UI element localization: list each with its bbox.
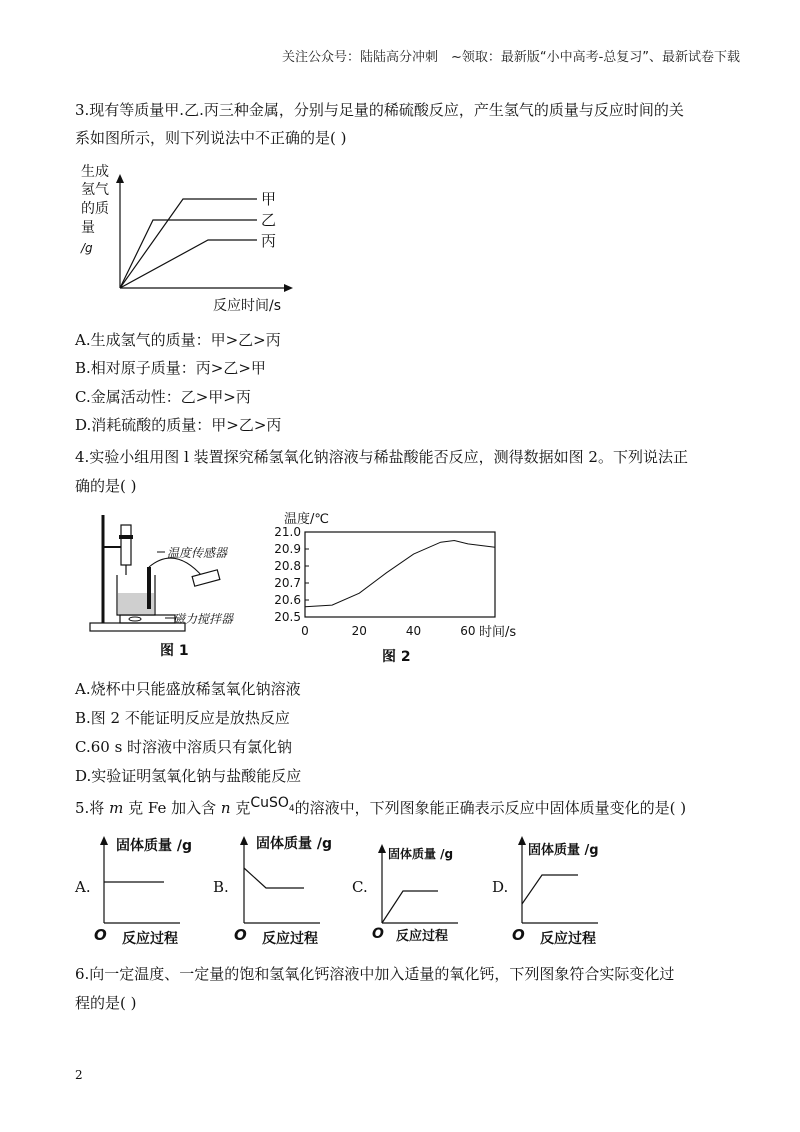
fig2-xtick-label: 40 [405, 624, 422, 638]
stirrer-label: 磁力搅拌器 [173, 612, 234, 626]
q3-ylabel-5: /g [81, 241, 93, 255]
q3-option-b: B.相对原子质量：丙>乙>甲 [75, 359, 266, 377]
fig2-ytick-label: 20.9 [274, 542, 301, 556]
q5-option-d-label: D. [492, 878, 509, 896]
origin-label: O [372, 926, 384, 942]
ylabel: 固体质量 /g [116, 838, 193, 854]
q3-y-arrow [116, 174, 124, 183]
q5-var-m: m [109, 799, 124, 817]
q5-var-n: n [220, 799, 231, 817]
stirrer-plate [120, 615, 175, 623]
q5-stem [75, 795, 687, 825]
curve-d [522, 875, 578, 904]
y-arrow [100, 836, 108, 845]
curve-c [382, 891, 438, 923]
q3-option-c: C.金属活动性：乙>甲>丙 [75, 388, 251, 406]
q5-graph-a [92, 828, 212, 950]
q3-ylabel-4: 量 [81, 220, 95, 236]
fig2-ytick-label: 20.8 [274, 559, 301, 573]
ylabel: 固体质量 /g [256, 836, 333, 852]
q3-series-jia: 甲 [261, 190, 277, 208]
q4-temperature-chart [270, 505, 540, 670]
fig2-xtick-label: 60 [460, 624, 476, 638]
q3-line-jia [120, 199, 257, 288]
q3-option-a: A.生成氢气的质量：甲>乙>丙 [75, 331, 281, 349]
stand-base [90, 623, 185, 631]
xlabel: 反应过程 [262, 931, 318, 947]
fig2-ytick-label: 21.0 [274, 525, 301, 539]
q5-stem-c: 克 [230, 799, 251, 817]
q4-option-b: B.图 2 不能证明反应是放热反应 [75, 709, 290, 727]
q4-option-a: A.烧杯中只能盛放稀氢氧化钠溶液 [75, 680, 301, 698]
y-arrow [240, 836, 248, 845]
q4-option-c: C.60 s 时溶液中溶质只有氯化钠 [75, 738, 293, 756]
q5-option-c-label: C. [352, 878, 368, 896]
fig2-ytick-label: 20.5 [274, 610, 301, 624]
q3-series-yi: 乙 [261, 211, 277, 229]
y-arrow [518, 836, 526, 845]
q5-stem-a: 5.将 [75, 799, 110, 817]
origin-label: O [234, 926, 247, 944]
probe-cable [149, 558, 203, 577]
q5-formula-sub: 4 [288, 803, 295, 814]
fig2-temperature-curve [305, 541, 495, 607]
q3-xlabel: 反应时间/s [213, 298, 282, 314]
temperature-probe [147, 567, 151, 609]
curve-b [244, 868, 304, 888]
xlabel: 反应过程 [396, 929, 449, 944]
fig2-ytick-label: 20.7 [274, 576, 301, 590]
q5-graph-d [510, 828, 630, 950]
xlabel: 反应过程 [122, 931, 178, 947]
q4-apparatus-figure [85, 505, 265, 665]
q3-ylabel-3: 的质 [81, 201, 109, 217]
page-header: 关注公众号：陆陆高分冲刺 ~领取：最新版“小中高考-总复习”、最新试卷下载 [281, 50, 740, 65]
q5-formula-base: CuSO [250, 795, 289, 811]
q3-stem-line1: 3.现有等质量甲.乙.丙三种金属，分别与足量的稀硫酸反应，产生氢气的质量与反应时间的关 [75, 101, 684, 119]
fig2-xlabel: 时间/s [479, 625, 517, 640]
fig2-xtick-label: 20 [351, 624, 367, 638]
y-arrow [378, 844, 386, 853]
q3-line-bing [120, 240, 257, 288]
fig2-xtick-label: 0 [301, 624, 309, 638]
sensor-box [192, 570, 220, 586]
q3-stem-line2: 系如图所示，则下列说法中不正确的是( ) [75, 129, 347, 147]
q3-x-arrow [284, 284, 293, 292]
origin-label: O [94, 926, 107, 944]
q5-option-b-label: B. [213, 878, 229, 896]
q4-stem-line2: 确的是( ) [75, 477, 137, 495]
ylabel: 固体质量 /g [528, 843, 599, 858]
fig1-caption: 图 1 [160, 643, 189, 659]
q3-option-d: D.消耗硫酸的质量：甲>乙>丙 [75, 416, 282, 434]
q6-stem-line2: 程的是( ) [75, 994, 137, 1012]
burette-band [119, 535, 133, 539]
page-number: 2 [75, 1068, 83, 1082]
fig2-ylabel: 温度/℃ [284, 512, 329, 527]
ylabel: 固体质量 /g [388, 847, 454, 861]
q5-formula [250, 795, 295, 814]
fig2-caption: 图 2 [382, 649, 411, 665]
q3-hydrogen-graph [75, 158, 315, 318]
stirrer-knob [129, 617, 141, 621]
q5-stem-b: 克 Fe 加入含 [123, 799, 221, 817]
q4-option-d: D.实验证明氢氧化钠与盐酸能反应 [75, 767, 302, 785]
q5-graph-c [370, 828, 490, 950]
q5-graph-b [232, 828, 352, 950]
q3-line-yi [120, 220, 257, 288]
q3-ylabel-1: 生成 [81, 164, 109, 180]
burette [121, 525, 131, 565]
fig2-ytick-label: 20.6 [274, 593, 301, 607]
xlabel: 反应过程 [540, 931, 596, 947]
q5-option-a-label: A. [75, 878, 91, 896]
origin-label: O [512, 926, 525, 944]
q5-stem-d: 的溶液中，下列图象能正确表示反应中固体质量变化的是( ) [294, 799, 687, 817]
q3-ylabel-2: 氢气 [81, 182, 109, 198]
q3-series-bing: 丙 [261, 232, 277, 250]
q4-stem-line1: 4.实验小组用图 l 装置探究稀氢氧化钠溶液与稀盐酸能否反应，测得数据如图 2。下列说法正 [75, 448, 688, 466]
q6-stem-line1: 6.向一定温度、一定量的饱和氢氧化钙溶液中加入适量的氧化钙，下列图象符合实际变化过 [75, 965, 675, 983]
sensor-label: 温度传感器 [167, 546, 228, 560]
